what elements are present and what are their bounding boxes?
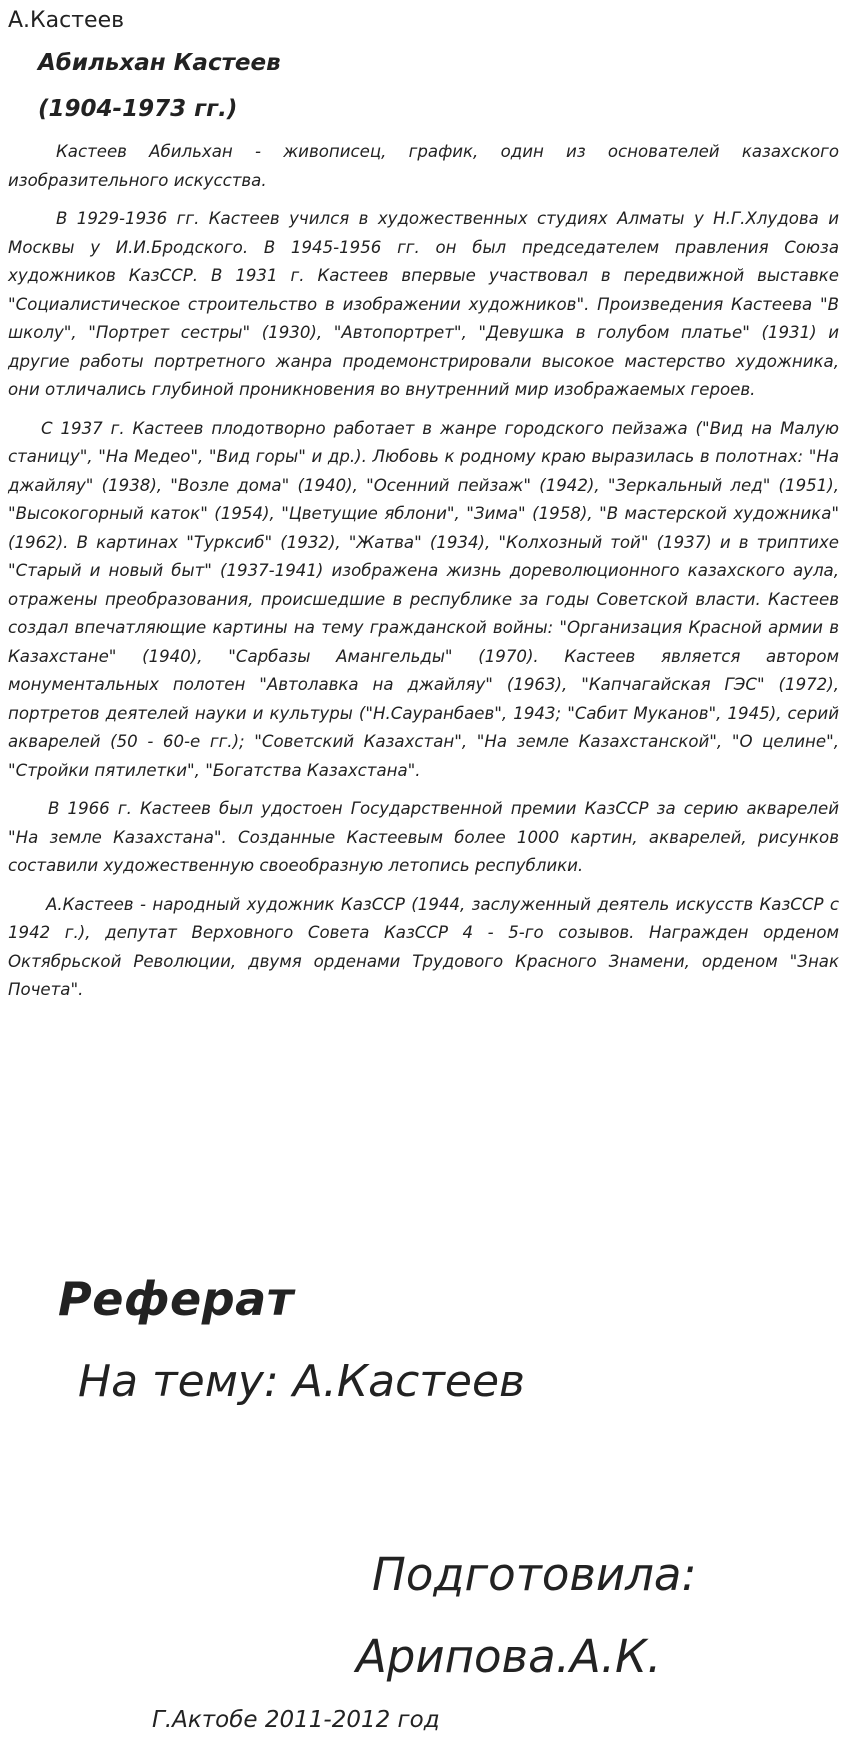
- prepared-by-label: Подготовила:: [372, 1548, 697, 1601]
- essay-label: Реферат: [58, 1272, 294, 1326]
- place-and-year: Г.Актобе 2011-2012 год: [152, 1707, 440, 1733]
- biography-paragraph: В 1966 г. Кастеев был удостоен Государственной премии КазССР за серию акварелей "На земле Казахстана". Созданные Кастеевым более 1000 картин, акварелей, рисунков составили художественную своеобразную летопись республики.: [8, 799, 839, 875]
- biography-paragraph: В 1929-1936 гг. Кастеев учился в художественных студиях Алматы у Н.Г.Хлудова и Москвы у И.И.Бродского. В 1945-1956 гг. он был председателем правления Союза художников КазССР. В 1931 г. Кастеев впервые участвовал в передвижной выставке "Социалистическое строительство в изображении художников". Произведения Кастеева "В школу", "Портрет сестры" (1930), "Автопортрет", "Девушка в голубом платье" (1931) и другие работы портретного жанра продемонстрировали высокое мастерство художника, они отличались глубиной проникновения во внутренний мир изображаемых героев.: [8, 209, 839, 399]
- document-header-title: А.Кастеев: [8, 8, 125, 33]
- essay-topic: На тему: А.Кастеев: [78, 1356, 525, 1407]
- article-title-years: (1904-1973 гг.): [38, 96, 238, 122]
- biography-paragraph: С 1937 г. Кастеев плодотворно работает в жанре городского пейзажа ("Вид на Малую станицу", "На Медео", "Вид горы" и др.). Любовь к родному краю выразилась в полотнах: "На джайляу" (1938), "Возле дома" (1940), "Осенний пейзаж" (1942), "Зеркальный лед" (1951), "Высокогорный каток" (1954), "Цветущие яблони", "Зима" (1958), "В мастерской художника" (1962). В картинах "Турксиб" (1932), "Жатва" (1934), "Колхозный той" (1937) и в триптихе "Старый и новый быт" (1937-1941) изображена жизнь дореволюционного казахского аула, отражены преобразования, происшедшие в республике за годы Советской власти. Кастеев создал впечатляющие картины на тему гражданской войны: "Организация Красной армии в Казахстане" (1940), "Сарбазы Амангельды" (1970). Кастеев является автором монументальных полотен "Автолавка на джайляу" (1963), "Капчагайская ГЭС" (1972), портретов деятелей науки и культуры ("Н.Сауранбаев", 1943; "Сабит Муканов", 1945), серий акварелей (50 - 60-е гг.); "Советский Казахстан", "На земле Казахстанской", "О целине", "Стройки пятилетки", "Богатства Казахстана".: [8, 418, 839, 780]
- biography-paragraph: Кастеев Абильхан - живописец, график, один из основателей казахского изобразительного искусства.: [8, 142, 839, 190]
- biography-text: [8, 138, 839, 1015]
- article-title-name: Абильхан Кастеев: [38, 50, 281, 76]
- biography-paragraph: А.Кастеев - народный художник КазССР (1944, заслуженный деятель искусств КазССР с 1942 г.), депутат Верховного Совета КазССР 4 - 5-го созывов. Награжден орденом Октябрьской Революции, двумя орденами Трудового Красного Знамени, орденом "Знак Почета".: [8, 894, 839, 999]
- author-name: Арипова.А.К.: [356, 1630, 662, 1683]
